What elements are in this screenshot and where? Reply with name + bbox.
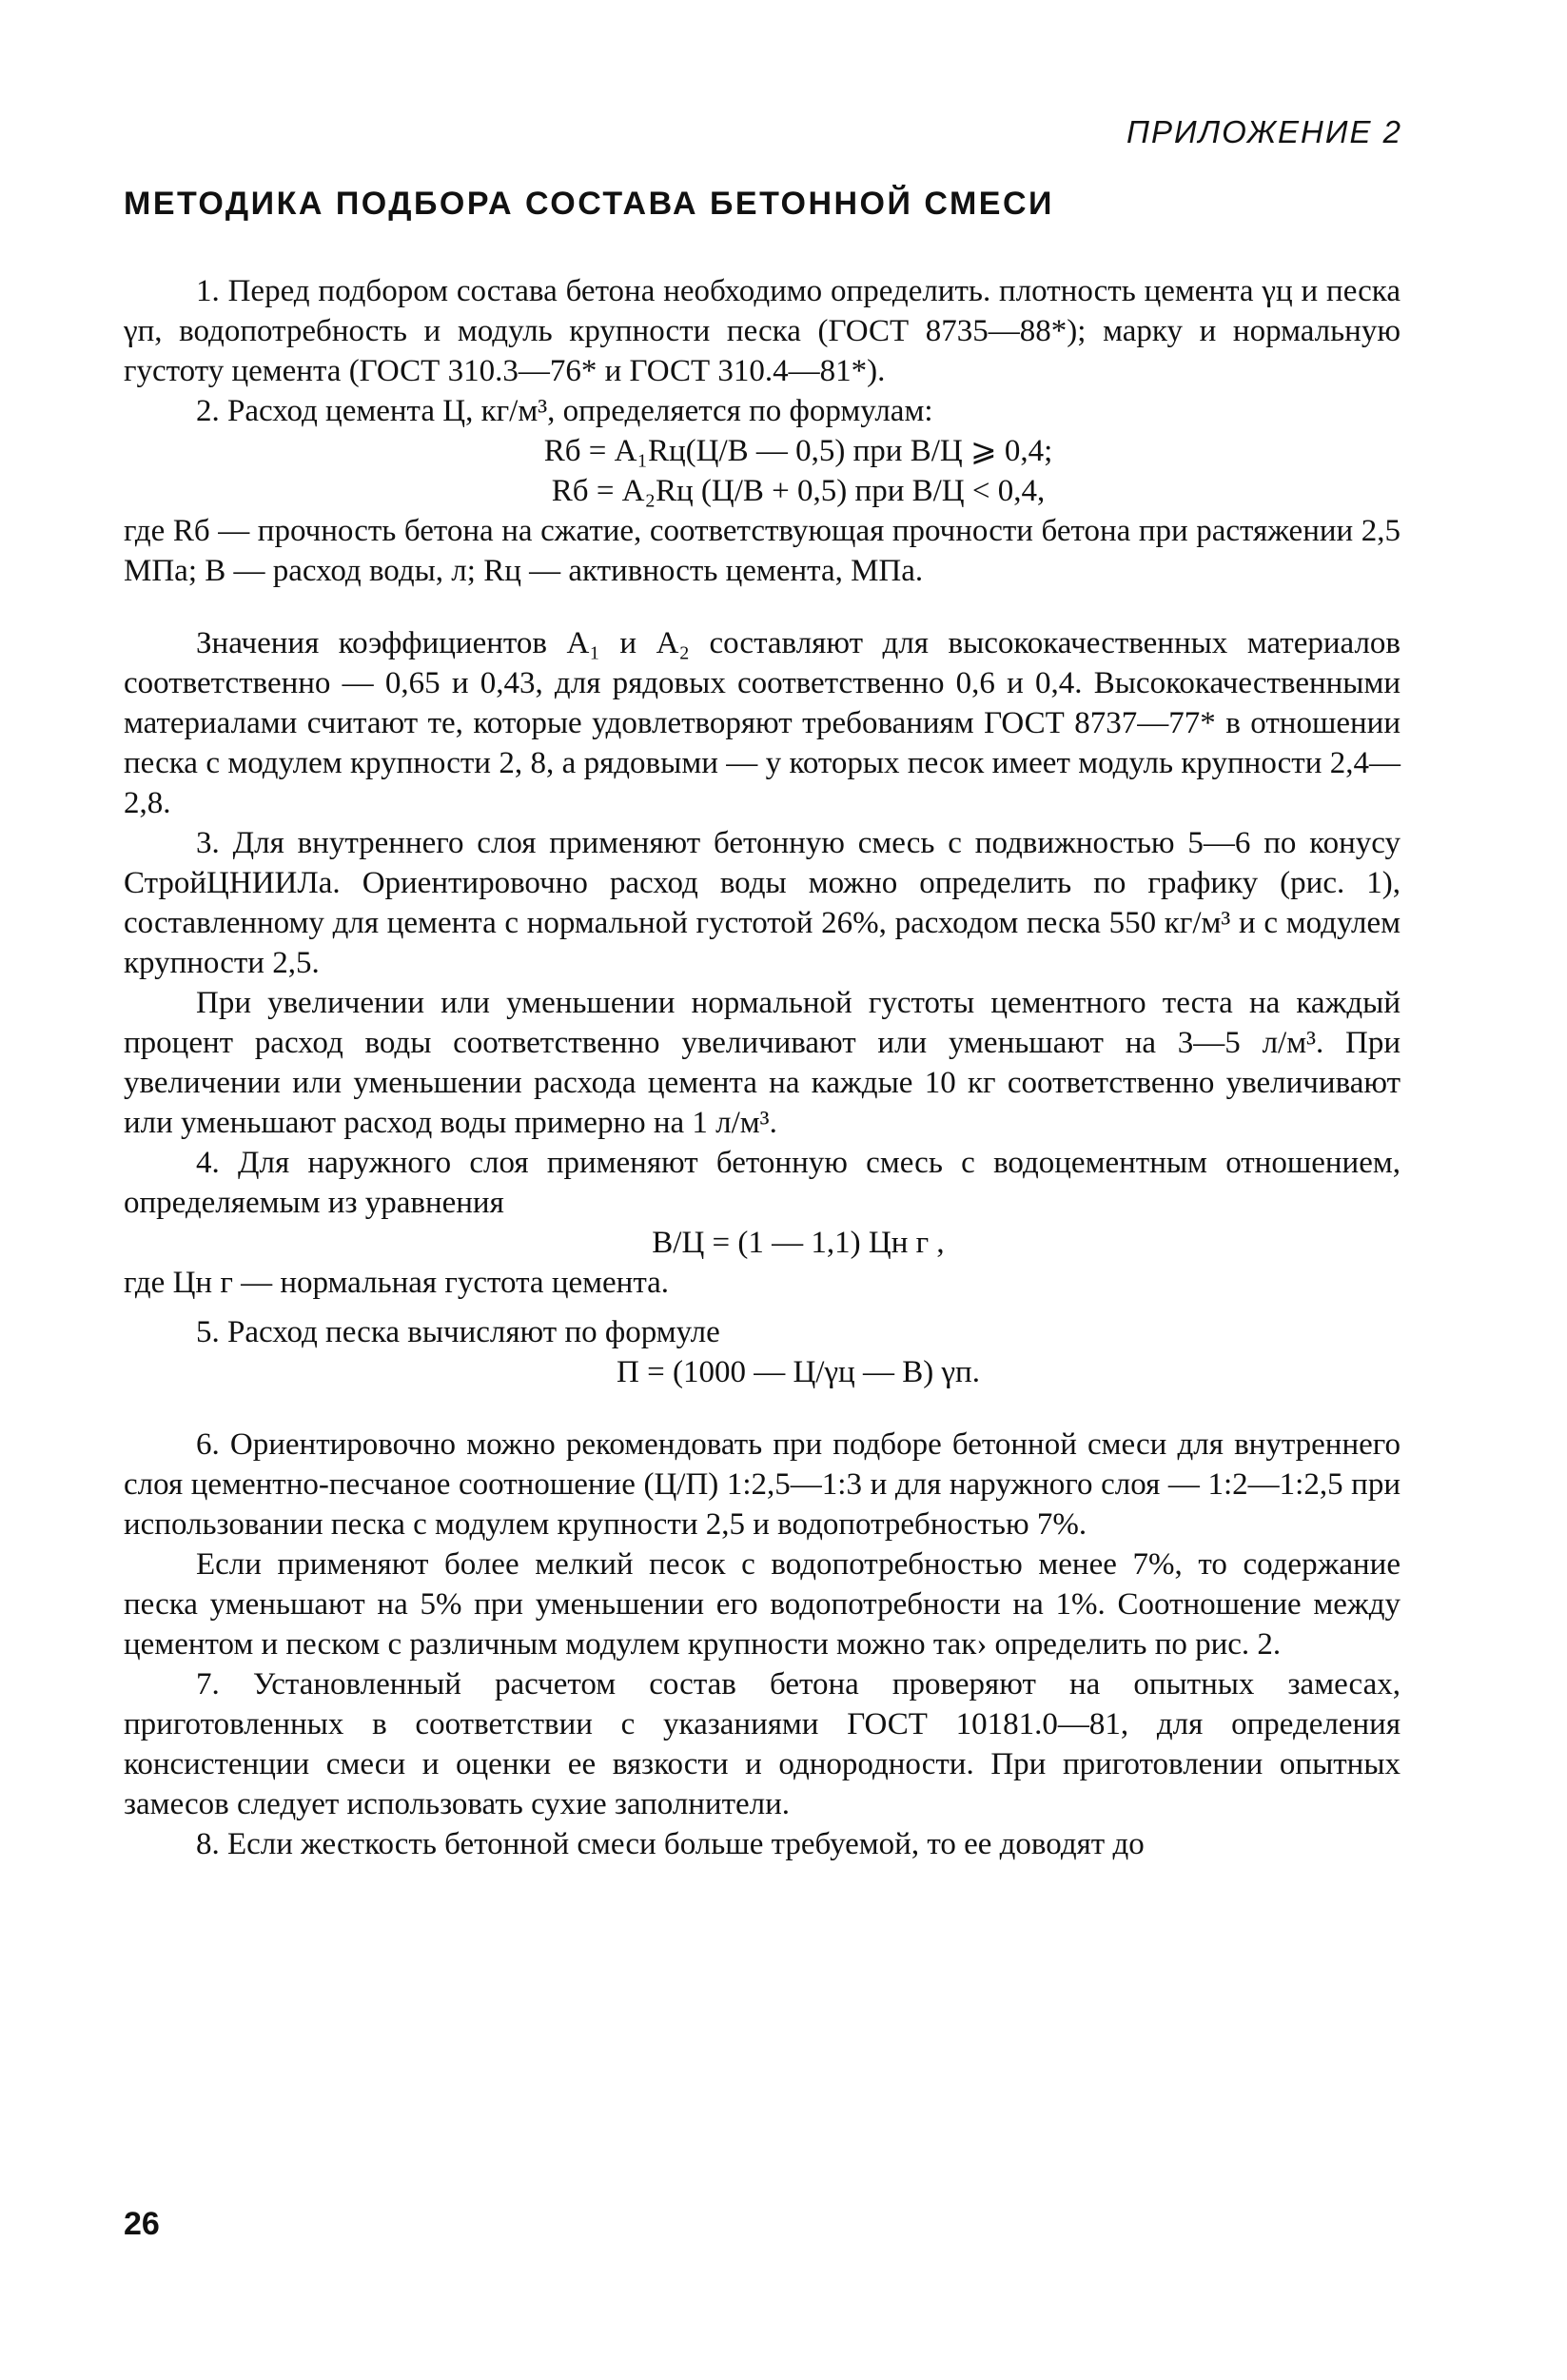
paragraph-4: Значения коэффициентов A₁ и A₂ составляют для высококачественных материалов соответственно — 0,65 и 0,43, для рядовых соответственно 0,6 и 0,4. Высококачественными материалами считают те, которые удовлетворяют требованиям ГОСТ 8737—77* в отношении песка с модулем крупности 2, 8, а рядовыми — у которых песок имеет модуль крупности 2,4—2,8. [124, 626, 1401, 820]
appendix-label: ПРИЛОЖЕНИЕ 2 [1126, 114, 1402, 149]
formula-2: Rб = A₂Rц (Ц/В + 0,5) при В/Ц < 0,4, [551, 474, 1046, 508]
paragraph-10: 6. Ориентировочно можно рекомендовать при подборе бетонной смеси для внутреннего слоя цементно-песчаное соотношение (Ц/П) 1:2,5—1:3 и для наружного слоя — 1:2—1:2,5 при использовании песка с модулем крупности 2,5 и водопотребностью 7%. [124, 1427, 1401, 1542]
paragraph-6: При увеличении или уменьшении нормальной густоты цементного теста на каждый процент расход воды соответственно увеличивают или уменьшают на 3—5 л/м³. При увеличении или уменьшении расхода цемента на каждые 10 кг соответственно увеличивают или уменьшают расход воды примерно на 1 л/м³. [124, 986, 1401, 1140]
paragraph-3: где Rб — прочность бетона на сжатие, соответствующая прочности бетона при растяжении 2,5 МПа; В — расход воды, л; Rц — активность цемента, МПа. [124, 514, 1401, 588]
paragraph-13: 8. Если жесткость бетонной смеси больше требуемой, то ее доводят до [196, 1827, 1145, 1861]
formula-1: Rб = A₁Rц(Ц/В — 0,5) при В/Ц ⩾ 0,4; [543, 434, 1053, 468]
spacer [124, 1392, 1401, 1425]
page-number: 26 [124, 2206, 160, 2242]
paragraph-5: 3. Для внутреннего слоя применяют бетонную смесь с подвижностью 5—6 по конусу СтройЦНИИЛа. Ориентировочно расход воды можно определить по графику (рис. 1), составленному для цемента с нормальной густотой 26%, расходом песка 550 кг/м³ и с модулем крупности 2,5. [124, 826, 1401, 980]
spacer [124, 1303, 1401, 1312]
paragraph-12: 7. Установленный расчетом состав бетона проверяют на опытных замесах, приготовленных в соответствии с указаниями ГОСТ 10181.0—81, для определения консистенции смеси и оценки ее вязкости и однородности. При приготовлении опытных замесов следует использовать сухие заполнители. [124, 1667, 1401, 1821]
formula-3: В/Ц = (1 — 1,1) Цн г , [652, 1226, 945, 1260]
formula-4: П = (1000 — Ц/γц — В) γп. [617, 1355, 980, 1389]
paragraph-9: 5. Расход песка вычисляют по формуле [196, 1315, 720, 1349]
spacer [124, 591, 1401, 623]
paragraph-2: 2. Расход цемента Ц, кг/м³, определяется по формулам: [196, 394, 933, 428]
body-text [124, 271, 1401, 1864]
paragraph-11: Если применяют более мелкий песок с водопотребностью менее 7%, то содержание песка уменьшают на 5% при уменьшении его водопотребности на 1%. Соотношение между цементом и песком с различным модулем крупности можно так› определить по рис. 2. [124, 1547, 1401, 1662]
section-title: МЕТОДИКА ПОДБОРА СОСТАВА БЕТОННОЙ СМЕСИ [124, 186, 1054, 222]
paragraph-8: где Цн г — нормальная густота цемента. [124, 1266, 670, 1300]
paragraph-7: 4. Для наружного слоя применяют бетонную смесь с водоцементным отношением, определяемым из уравнения [124, 1146, 1401, 1220]
paragraph-1: 1. Перед подбором состава бетона необходимо определить. плотность цемента γц и песка γп, водопотребность и модуль крупности песка (ГОСТ 8735—88*); марку и нормальную густоту цемента (ГОСТ 310.3—76* и ГОСТ 310.4—81*). [124, 274, 1401, 388]
